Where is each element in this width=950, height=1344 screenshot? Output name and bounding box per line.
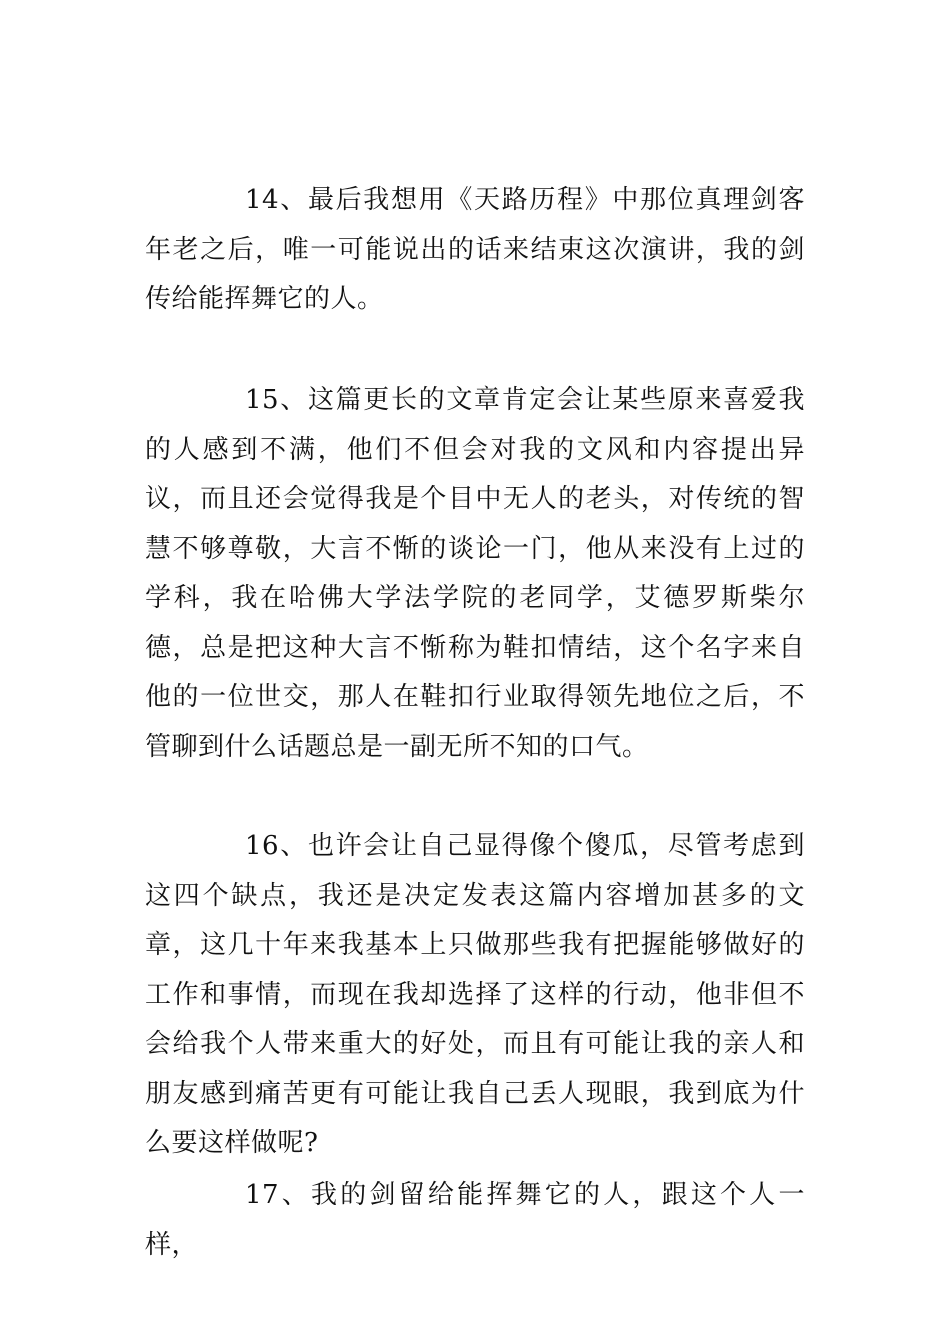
paragraph-14: 14、最后我想用《天路历程》中那位真理剑客年老之后，唯一可能说出的话来结束这次演讲，我的剑传给能挥舞它的人。 (145, 185, 805, 314)
paragraph-15: 15、这篇更长的文章肯定会让某些原来喜爱我的人感到不满，他们不但会对我的文风和内容提出异议，而且还会觉得我是个目中无人的老头，对传统的智慧不够尊敬，大言不惭的谈论一门，他从来没有上过的学科，我在哈佛大学法学院的老同学，艾德罗斯柴尔德，总是把这种大言不惭称为鞋扣情结，这个名字来自他的一位世交，那人在鞋扣行业取得领先地位之后，不管聊到什么话题总是一副无所不知的口气。 (145, 385, 805, 762)
paragraph-17: 17、我的剑留给能挥舞它的人，跟这个人一样， (145, 1180, 805, 1260)
paragraph-16: 16、也许会让自己显得像个傻瓜，尽管考虑到这四个缺点，我还是决定发表这篇内容增加甚多的文章，这几十年来我基本上只做那些我有把握能够做好的工作和事情，而现在我却选择了这样的行动，他非但不会给我个人带来重大的好处，而且有可能让我的亲人和朋友感到痛苦更有可能让我自己丢人现眼，我到底为什么要这样做呢? (145, 831, 805, 1158)
